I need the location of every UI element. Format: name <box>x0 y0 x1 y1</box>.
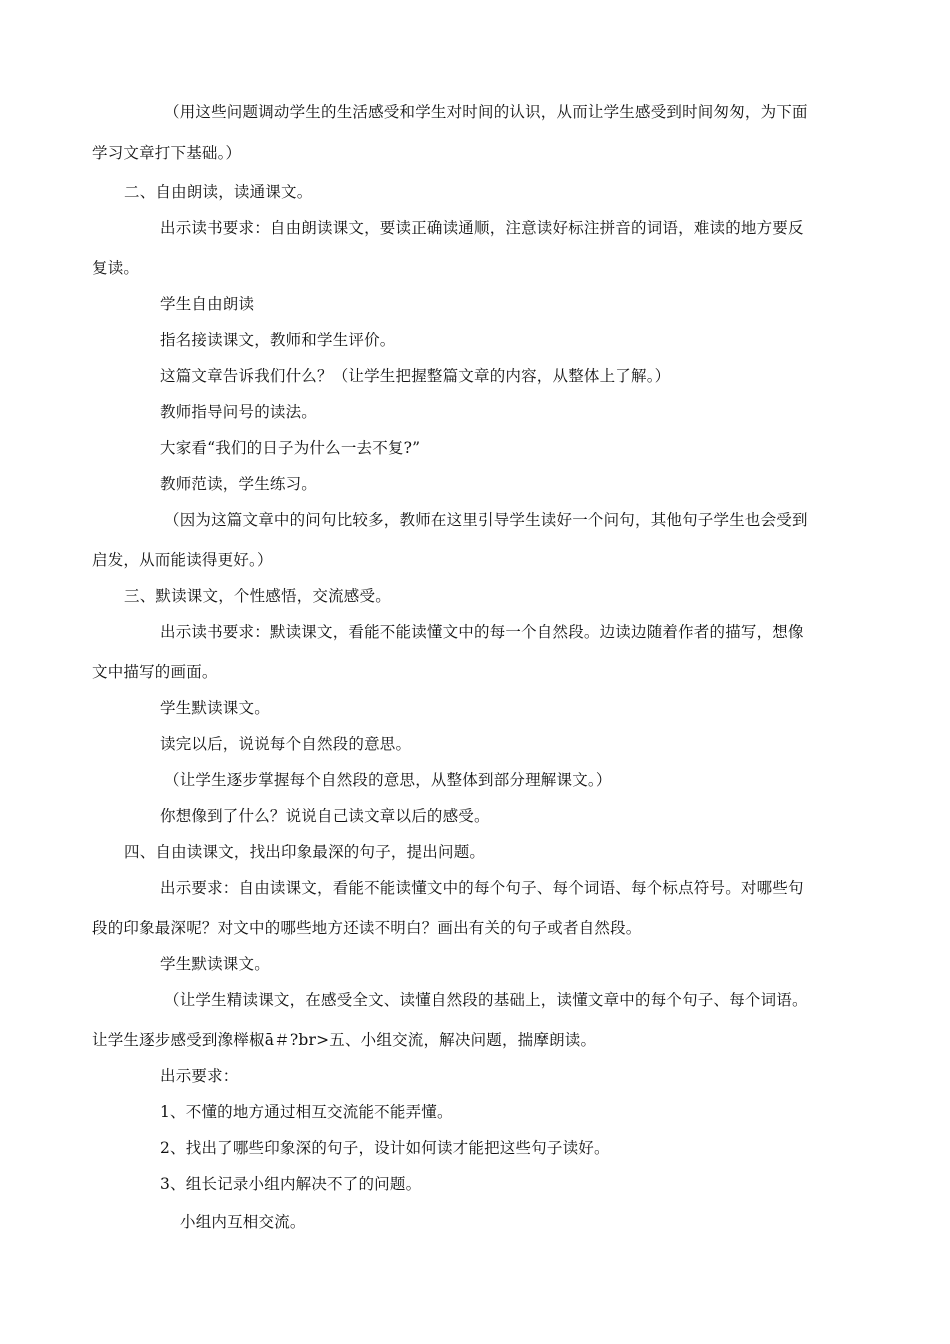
paragraph-line: 出示要求： <box>160 1067 239 1085</box>
paragraph-line: 这篇文章告诉我们什么？（让学生把握整篇文章的内容，从整体上了解。） <box>160 367 671 385</box>
section-heading: 三、默读课文，个性感悟，交流感受。 <box>124 587 391 605</box>
paragraph-line: 小组内互相交流。 <box>180 1213 306 1231</box>
paragraph-line: 复读。 <box>92 259 140 277</box>
paragraph-line: 出示读书要求：默读课文，看能不能读懂文中的每一个自然段。边读边随着作者的描写，想像 <box>160 623 804 641</box>
paragraph-line: 指名接读课文，教师和学生评价。 <box>160 331 396 349</box>
paragraph-line: 出示要求：自由读课文，看能不能读懂文中的每个句子、每个词语、每个标点符号。对哪些句 <box>160 879 804 897</box>
paragraph-line: 你想像到了什么？说说自己读文章以后的感受。 <box>160 807 490 825</box>
list-item: 3、组长记录小组内解决不了的问题。 <box>160 1175 422 1193</box>
section-heading: 二、自由朗读，读通课文。 <box>124 183 313 201</box>
section-heading: 四、自由读课文，找出印象最深的句子，提出问题。 <box>124 843 486 861</box>
paragraph-line: 启发，从而能读得更好。） <box>92 551 273 569</box>
paragraph-line: 读完以后，说说每个自然段的意思。 <box>160 735 412 753</box>
paragraph-line: 出示读书要求：自由朗读课文，要读正确读通顺，注意读好标注拼音的词语，难读的地方要反 <box>160 219 804 237</box>
paragraph-line: （用这些问题调动学生的生活感受和学生对时间的认识，从而让学生感受到时间匆匆，为下面 <box>164 103 808 121</box>
paragraph-line: 段的印象最深呢？对文中的哪些地方还读不明白？画出有关的句子或者自然段。 <box>92 919 642 937</box>
list-item: 2、找出了哪些印象深的句子，设计如何读才能把这些句子读好。 <box>160 1139 610 1157</box>
paragraph-line: 大家看“我们的日子为什么一去不复?” <box>160 439 421 457</box>
paragraph-line: 文中描写的画面。 <box>92 663 218 681</box>
paragraph-line: 学习文章打下基础。） <box>92 144 242 162</box>
paragraph-line: 教师范读，学生练习。 <box>160 475 318 493</box>
paragraph-line: （因为这篇文章中的问句比较多，教师在这里引导学生读好一个问句，其他句子学生也会受到 <box>164 511 808 529</box>
paragraph-line: 让学生逐步感受到潒榉椒ā＃?br>五、小组交流，解决问题，揣摩朗读。 <box>92 1031 597 1049</box>
paragraph-line: 学生默读课文。 <box>160 955 270 973</box>
paragraph-line: 教师指导问号的读法。 <box>160 403 318 421</box>
paragraph-line: （让学生逐步掌握每个自然段的意思，从整体到部分理解课文。） <box>164 771 612 789</box>
paragraph-line: 学生自由朗读 <box>160 295 255 313</box>
paragraph-line: 学生默读课文。 <box>160 699 270 717</box>
list-item: 1、不懂的地方通过相互交流能不能弄懂。 <box>160 1103 453 1121</box>
paragraph-line: （让学生精读课文，在感受全文、读懂自然段的基础上，读懂文章中的每个句子、每个词语。 <box>164 991 808 1009</box>
